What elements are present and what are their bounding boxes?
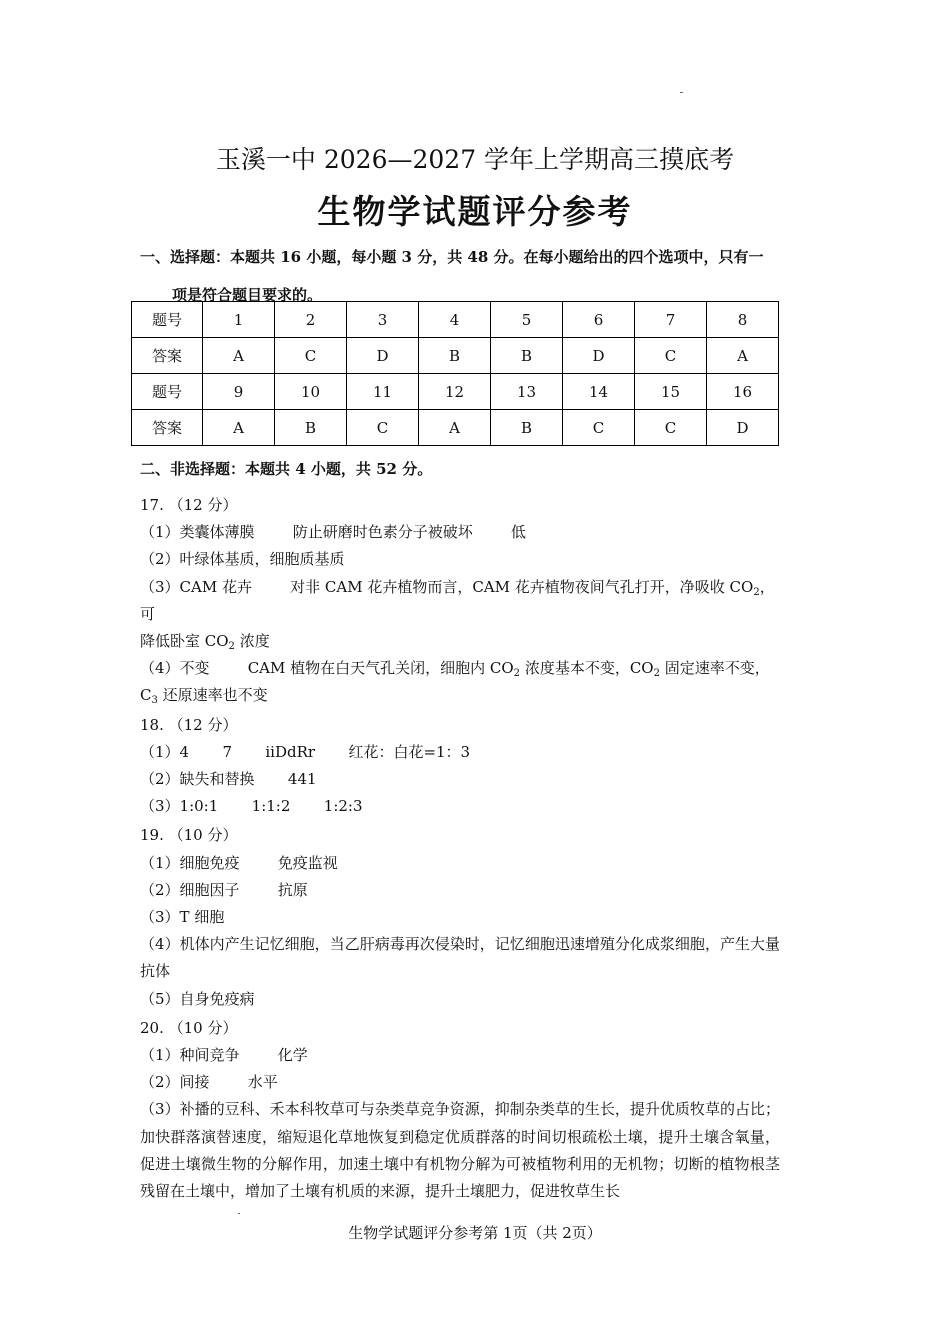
table-cell: A — [707, 338, 779, 374]
section2-heading: 二、非选择题：本题共 4 小题，共 52 分。 — [140, 460, 433, 478]
table-cell: 10 — [275, 374, 347, 410]
page-footer: 生物学试题评分参考第 1页（共 2页） — [348, 1224, 602, 1242]
q17-answer-4 — [140, 655, 780, 709]
section1-line2: 项是符合题目要求的。 — [172, 286, 323, 304]
table-cell: A — [203, 338, 275, 374]
q19-answer-5: （5）自身免疫病 — [140, 989, 255, 1008]
q20-answer-2: （2）间接 水平 — [140, 1073, 278, 1092]
table-cell: 答案 — [132, 338, 203, 374]
table-cell: 题号 — [132, 374, 203, 410]
q17-answer-3-text-d: 浓度 — [234, 632, 270, 651]
table-row — [132, 302, 779, 338]
subscript-2: 2 — [653, 668, 660, 680]
table-cell: 15 — [635, 374, 707, 410]
table-cell: D — [563, 338, 635, 374]
table-cell: B — [275, 410, 347, 446]
scan-speck — [238, 1213, 240, 1214]
table-cell: 1 — [203, 302, 275, 338]
q17-answer-4-text-d: C — [140, 686, 152, 705]
table-cell: 12 — [419, 374, 491, 410]
table-cell: B — [491, 410, 563, 446]
q17-answer-4-text-b: 浓度基本不变，CO — [520, 659, 654, 678]
q17-answer-3-text-a: （3）CAM 花卉 对非 CAM 花卉植物而言，CAM 花卉植物夜间气孔打开，净吸收 CO — [140, 577, 754, 596]
section1-line1: 一、选择题：本题共 16 小题，每小题 3 分，共 48 分。在每小题给出的四个选项中，只有一 — [140, 248, 764, 266]
table-cell: C — [347, 410, 419, 446]
table-row — [132, 410, 779, 446]
table-cell: C — [275, 338, 347, 374]
q17-answer-4-text-e: 还原速率也不变 — [157, 686, 268, 705]
subscript-2: 2 — [753, 586, 760, 598]
q17-answer-2: （2）叶绿体基质，细胞质基质 — [140, 550, 345, 569]
table-cell: A — [203, 410, 275, 446]
table-cell: B — [419, 338, 491, 374]
table-cell: 题号 — [132, 302, 203, 338]
answer-table — [131, 301, 779, 446]
table-cell: D — [707, 410, 779, 446]
table-cell: C — [635, 410, 707, 446]
table-cell: D — [347, 338, 419, 374]
q17-answer-1: （1）类囊体薄膜 防止研磨时色素分子被破坏 低 — [140, 523, 526, 542]
table-cell: 16 — [707, 374, 779, 410]
q19-heading: 19. （10 分） — [140, 826, 238, 845]
subscript-2: 2 — [513, 668, 521, 680]
table-cell: 5 — [491, 302, 563, 338]
scan-speck — [680, 92, 683, 93]
q20-answer-3: （3）补播的豆科、禾本科牧草可与杂类草竞争资源，抑制杂类草的生长，提升优质牧草的占比；加快群落演替速度，缩短退化草地恢复到稳定优质群落的时间切根疏松土壤，提升土壤含氧量，促进土壤微生物的分解作用，加速土壤中有机物分解为可被植物利用的无机物；切断的植物根茎残留在土壤中，增加了土壤有机质的来源，提升土壤肥力，促进牧草生长 — [140, 1100, 780, 1201]
q19-answer-1: （1）细胞免疫 免疫监视 — [140, 853, 338, 872]
table-cell: B — [491, 338, 563, 374]
q20-heading: 20. （10 分） — [140, 1018, 238, 1037]
table-cell: 14 — [563, 374, 635, 410]
table-row — [132, 374, 779, 410]
q19-answer-4: （4）机体内产生记忆细胞，当乙肝病毒再次侵染时，记忆细胞迅速增殖分化成浆细胞，产生大量抗体 — [140, 935, 780, 981]
q18-answer-2: （2）缺失和替换 441 — [140, 770, 317, 789]
q17-answer-4-text-c: 固定速率不变， — [659, 659, 770, 678]
q18-answer-3: （3）1:0:1 1:1:2 1:2:3 — [140, 797, 363, 816]
table-cell: 11 — [347, 374, 419, 410]
q19-answer-3: （3）T 细胞 — [140, 908, 225, 927]
table-cell: A — [419, 410, 491, 446]
q17-answer-3-text-b: ，可 — [140, 577, 775, 623]
table-cell: C — [563, 410, 635, 446]
table-cell: 6 — [563, 302, 635, 338]
subscript-2: 2 — [228, 641, 235, 653]
q17-heading: 17. （12 分） — [140, 496, 238, 514]
document-title: 生物学试题评分参考 — [317, 192, 633, 231]
table-cell: 13 — [491, 374, 563, 410]
q18-answer-1: （1）4 7 iiDdRr 红花：白花=1：3 — [140, 742, 471, 761]
table-cell: 7 — [635, 302, 707, 338]
table-cell: 答案 — [132, 410, 203, 446]
table-cell: 3 — [347, 302, 419, 338]
q17-answer-4-text-a: （4）不变 CAM 植物在白天气孔关闭，细胞内 CO — [140, 659, 514, 678]
q18-heading: 18. （12 分） — [140, 715, 238, 734]
table-cell: 8 — [707, 302, 779, 338]
table-cell: 9 — [203, 374, 275, 410]
school-exam-title: 玉溪一中 2026—2027 学年上学期高三摸底考 — [215, 145, 735, 174]
subscript-3: 3 — [151, 695, 158, 707]
table-row — [132, 338, 779, 374]
q20-answer-1: （1）种间竞争 化学 — [140, 1046, 308, 1065]
q19-answer-2: （2）细胞因子 抗原 — [140, 880, 308, 899]
q17-answer-3 — [140, 574, 780, 656]
table-cell: C — [635, 338, 707, 374]
table-cell: 2 — [275, 302, 347, 338]
q17-answer-3-text-c: 降低卧室 CO — [140, 632, 229, 651]
answers-content — [140, 490, 780, 1205]
table-cell: 4 — [419, 302, 491, 338]
